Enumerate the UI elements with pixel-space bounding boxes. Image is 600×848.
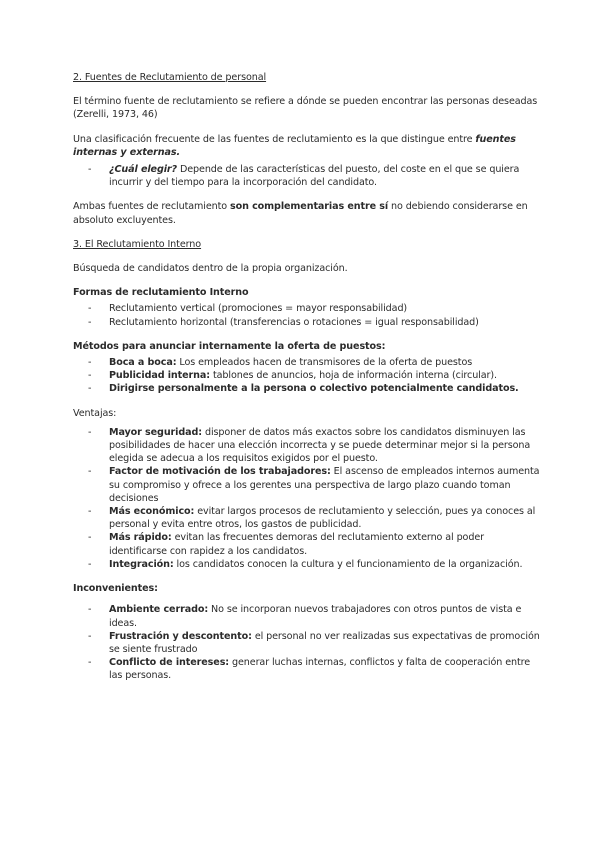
- inconvenientes-title: Inconvenientes:: [73, 583, 158, 595]
- internal-external-emphasis: fuentes internas y externas.: [73, 133, 516, 158]
- ventajas-list: [73, 426, 540, 571]
- list-item: - Factor de motivación de los trabajadores: El ascenso de empleados internos aumenta su compromiso y ofrece a los gerentes una perspectiva de largo plazo cuando toman decisiones: [88, 466, 540, 504]
- list-item: - Reclutamiento vertical (promociones = mayor responsabilidad): [88, 303, 408, 315]
- list-item: - Reclutamiento horizontal (transferencias o rotaciones = igual responsabilidad): [88, 316, 479, 328]
- classification-paragraph: Una clasificación frecuente de las fuentes de reclutamiento es la que distingue entre fuentes internas y externas.: [73, 133, 516, 158]
- list-item: - Ambiente cerrado: No se incorporan nuevos trabajadores con otros puntos de vista e ideas.: [88, 604, 522, 629]
- list-item: - Más económico: evitar largos procesos de reclutamiento y selección, pues ya conoces al personal y evita entre otros, los gastos de publicidad.: [88, 506, 536, 531]
- list-item: - Boca a boca: Los empleados hacen de transmisores de la oferta de puestos: [88, 357, 473, 369]
- inconvenientes-list: [73, 603, 540, 682]
- metodos-list: [73, 356, 540, 396]
- list-item: - Conflicto de intereses: generar luchas internas, conflictos y falta de cooperación entre las personas.: [88, 657, 531, 682]
- metodos-title: Métodos para anunciar internamente la oferta de puestos:: [73, 340, 386, 352]
- formas-list: [73, 302, 540, 328]
- complementary-paragraph: Ambas fuentes de reclutamiento son complementarias entre sí no debiendo considerarse en absoluto excluyentes.: [73, 201, 528, 226]
- list-item: - Dirigirse personalmente a la persona o colectivo potencialmente candidatos.: [88, 383, 519, 395]
- choice-list: [73, 163, 540, 189]
- list-item: - Integración: los candidatos conocen la cultura y el funcionamiento de la organización.: [88, 558, 523, 570]
- formas-title: Formas de reclutamiento Interno: [73, 287, 249, 299]
- section-3-intro: Búsqueda de candidatos dentro de la propia organización.: [73, 263, 348, 275]
- definition-paragraph: El término fuente de reclutamiento se refiere a dónde se pueden encontrar las personas deseadas (Zerelli, 1973, 46): [73, 96, 538, 121]
- section-2-heading: 2. Fuentes de Reclutamiento de personal: [73, 72, 267, 83]
- ventajas-title: Ventajas:: [73, 407, 117, 419]
- list-item: - Más rápido: evitan las frecuentes demoras del reclutamiento externo al poder identificarse con rapidez a los candidatos.: [88, 532, 484, 557]
- list-item: - Frustración y descontento: el personal no ver realizadas sus expectativas de promoción se siente frustrado: [88, 630, 540, 655]
- list-item: - ¿Cuál elegir? Depende de las características del puesto, del coste en el que se quiera incurrir y del tiempo para la incorporación del candidato.: [88, 164, 520, 189]
- section-3-heading: 3. El Reclutamiento Interno: [73, 238, 202, 250]
- list-item: - Mayor seguridad: disponer de datos más exactos sobre los candidatos disminuyen las posibilidades de hacer una elección incorrecta y se puede determinar mejor si la persona elegida se adecua a los requisitos exigidos por el puesto.: [88, 426, 531, 465]
- list-item: - Publicidad interna: tablones de anuncios, hoja de información interna (circular).: [88, 370, 497, 382]
